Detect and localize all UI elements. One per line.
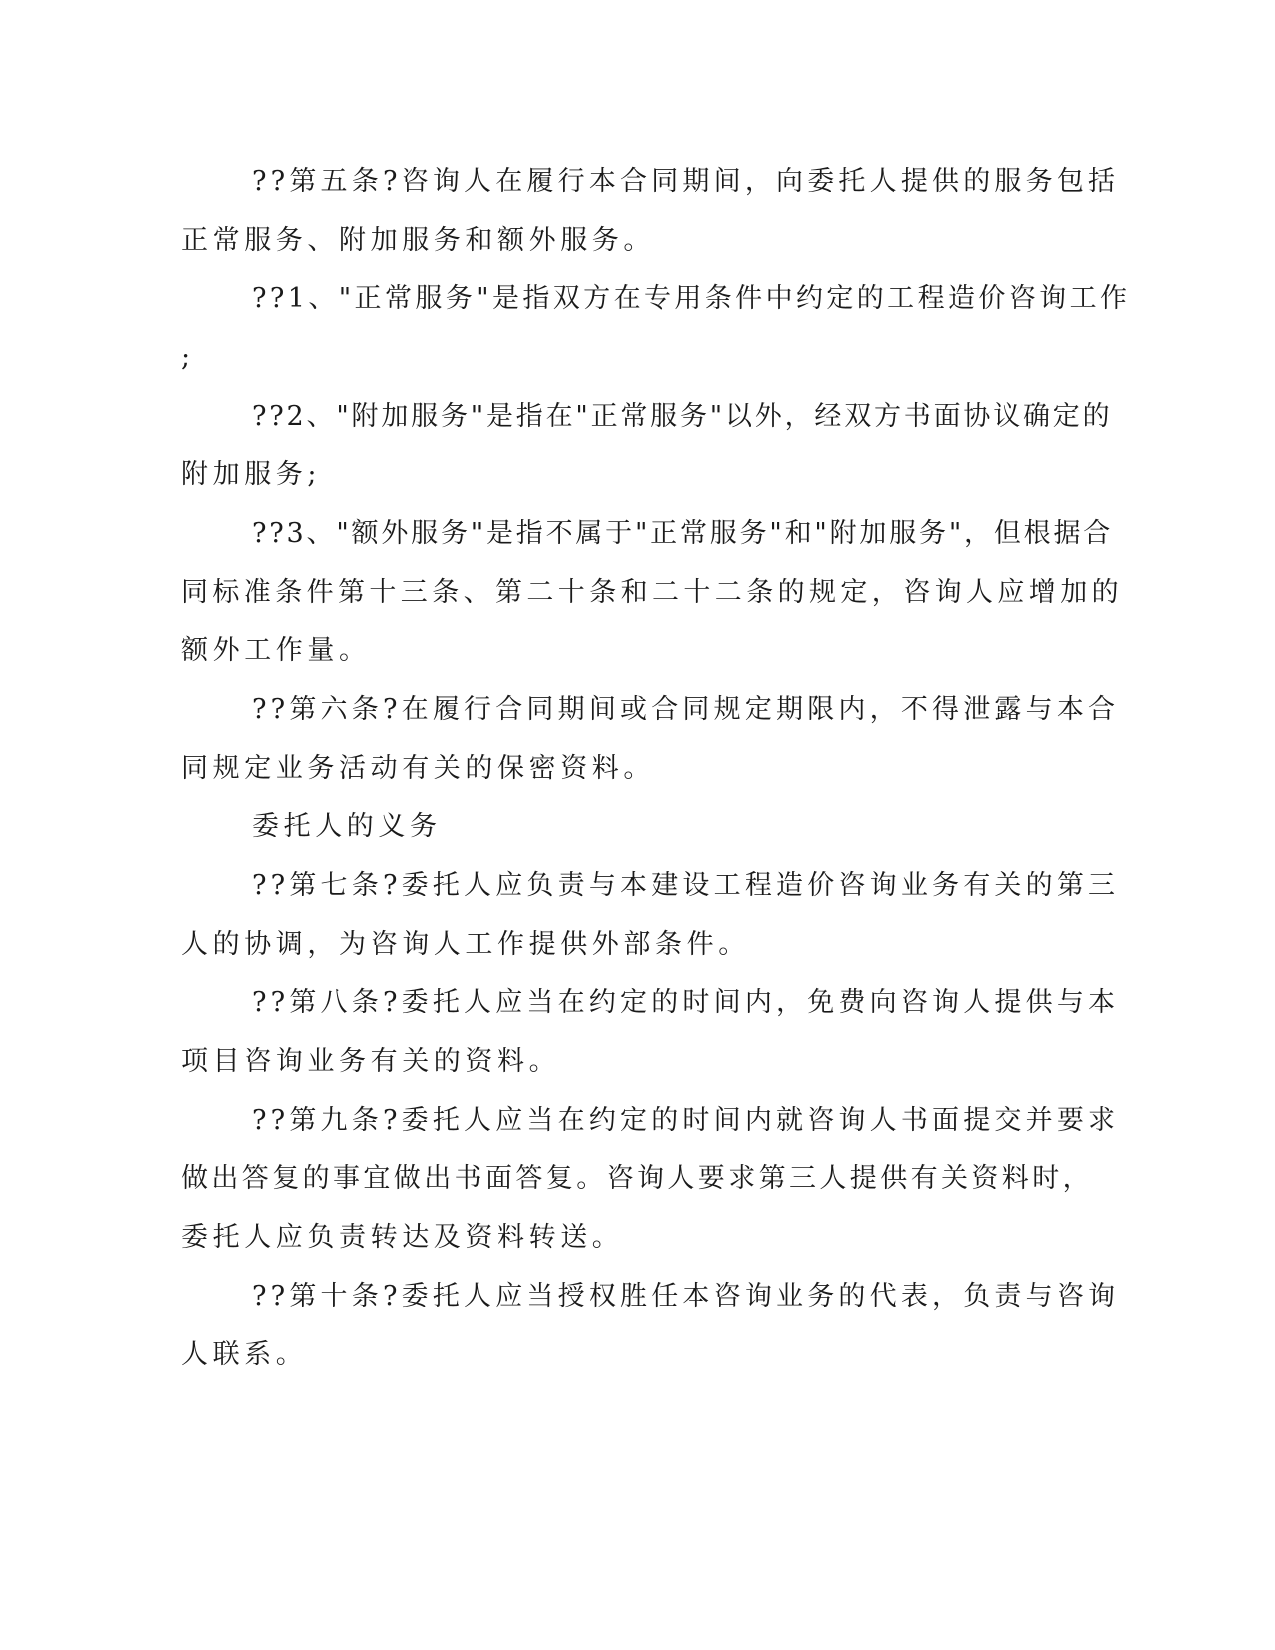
article-10-line-1: ??第十条?委托人应当授权胜任本咨询业务的代表，负责与咨询 xyxy=(252,1281,1120,1312)
article-6-line-1: ??第六条?在履行合同期间或合同规定期限内，不得泄露与本合 xyxy=(252,694,1120,725)
article-8-line-1: ??第八条?委托人应当在约定的时间内，免费向咨询人提供与本 xyxy=(252,987,1120,1018)
article-6-line-2: 同规定业务活动有关的保密资料。 xyxy=(181,753,655,784)
section-heading-client-obligations: 委托人的义务 xyxy=(252,811,442,842)
article-5-line-2: 正常服务、附加服务和额外服务。 xyxy=(181,225,655,256)
clause-2-line-2: 附加服务; xyxy=(181,459,322,490)
article-9-line-2: 做出答复的事宜做出书面答复。咨询人要求第三人提供有关资料时， xyxy=(181,1163,1093,1194)
article-9-line-1: ??第九条?委托人应当在约定的时间内就咨询人书面提交并要求 xyxy=(252,1105,1120,1136)
clause-2-line-1: ??2、"附加服务"是指在"正常服务"以外，经双方书面协议确定的 xyxy=(252,401,1113,432)
article-5-line-1: ??第五条?咨询人在履行本合同期间，向委托人提供的服务包括 xyxy=(252,166,1120,197)
article-8-line-2: 项目咨询业务有关的资料。 xyxy=(181,1046,561,1077)
article-7-line-2: 人的协调，为咨询人工作提供外部条件。 xyxy=(181,929,750,960)
clause-3-line-1: ??3、"额外服务"是指不属于"正常服务"和"附加服务"，但根据合 xyxy=(252,518,1114,549)
article-7-line-1: ??第七条?委托人应负责与本建设工程造价咨询业务有关的第三 xyxy=(252,870,1120,901)
clause-1-line-1: ??1、"正常服务"是指双方在专用条件中约定的工程造价咨询工作 xyxy=(252,283,1131,314)
clause-3-line-3: 额外工作量。 xyxy=(181,635,371,666)
article-10-line-2: 人联系。 xyxy=(181,1339,308,1370)
clause-1-line-2: ; xyxy=(181,342,195,373)
clause-3-line-2: 同标准条件第十三条、第二十条和二十二条的规定，咨询人应增加的 xyxy=(181,577,1123,608)
article-9-line-3: 委托人应负责转达及资料转送。 xyxy=(181,1222,624,1253)
